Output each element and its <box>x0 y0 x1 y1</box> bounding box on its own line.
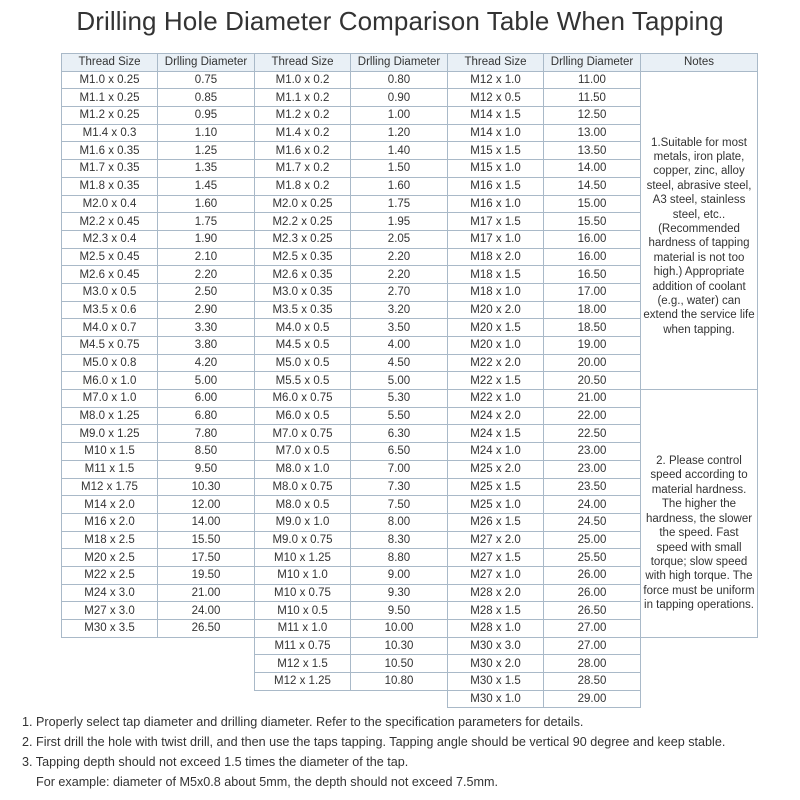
drilling-diameter-cell: 28.00 <box>544 655 641 673</box>
drilling-diameter-cell: 9.00 <box>351 566 448 584</box>
drilling-diameter-cell: 8.00 <box>351 513 448 531</box>
thread-size-cell: M18 x 2.0 <box>448 248 544 266</box>
header-drilling-diameter-1: Drlling Diameter <box>158 54 255 72</box>
drilling-diameter-cell: 7.30 <box>351 478 448 496</box>
thread-size-cell: M4.0 x 0.7 <box>62 319 158 337</box>
thread-size-cell: M6.0 x 1.0 <box>62 372 158 390</box>
thread-size-cell: M17 x 1.5 <box>448 213 544 231</box>
thread-size-cell: M20 x 2.5 <box>62 549 158 567</box>
thread-size-cell: M1.6 x 0.35 <box>62 142 158 160</box>
thread-size-cell: M3.5 x 0.35 <box>255 301 351 319</box>
empty-cell <box>158 673 255 691</box>
drilling-diameter-cell: 13.00 <box>544 124 641 142</box>
thread-size-cell: M30 x 3.5 <box>62 620 158 638</box>
drilling-diameter-cell: 15.00 <box>544 195 641 213</box>
thread-size-cell: M1.1 x 0.2 <box>255 89 351 107</box>
thread-size-cell: M12 x 1.0 <box>448 71 544 89</box>
thread-size-cell: M4.5 x 0.5 <box>255 337 351 355</box>
footer-line-4: For example: diameter of M5x0.8 about 5mm, the depth should not exceed 7.5mm. <box>36 775 499 789</box>
thread-size-cell: M15 x 1.0 <box>448 160 544 178</box>
empty-cell <box>62 655 158 673</box>
thread-size-cell: M30 x 3.0 <box>448 637 544 655</box>
drilling-diameter-cell: 1.75 <box>158 213 255 231</box>
drilling-diameter-cell: 1.60 <box>158 195 255 213</box>
thread-size-cell: M18 x 1.5 <box>448 266 544 284</box>
thread-size-cell: M1.0 x 0.25 <box>62 71 158 89</box>
thread-size-cell: M7.0 x 0.75 <box>255 425 351 443</box>
drilling-diameter-cell: 23.00 <box>544 443 641 461</box>
thread-size-cell: M25 x 1.0 <box>448 496 544 514</box>
thread-size-cell: M22 x 1.5 <box>448 372 544 390</box>
drilling-diameter-cell: 10.80 <box>351 673 448 691</box>
comparison-table <box>61 53 758 708</box>
thread-size-cell: M7.0 x 1.0 <box>62 390 158 408</box>
drilling-diameter-cell: 27.00 <box>544 620 641 638</box>
drilling-diameter-cell: 19.50 <box>158 566 255 584</box>
thread-size-cell: M18 x 1.0 <box>448 283 544 301</box>
drilling-diameter-cell: 2.10 <box>158 248 255 266</box>
drilling-diameter-cell: 2.20 <box>351 248 448 266</box>
thread-size-cell: M12 x 0.5 <box>448 89 544 107</box>
table-row <box>62 673 758 691</box>
thread-size-cell: M1.4 x 0.3 <box>62 124 158 142</box>
footer-line-3: 3. Tapping depth should not exceed 1.5 times the diameter of the tap. <box>22 755 409 769</box>
thread-size-cell: M2.3 x 0.4 <box>62 230 158 248</box>
drilling-diameter-cell: 4.20 <box>158 354 255 372</box>
drilling-diameter-cell: 2.20 <box>351 266 448 284</box>
drilling-diameter-cell: 10.30 <box>158 478 255 496</box>
table-row <box>62 637 758 655</box>
drilling-diameter-cell: 2.70 <box>351 283 448 301</box>
empty-cell <box>351 690 448 708</box>
drilling-diameter-cell: 3.50 <box>351 319 448 337</box>
drilling-diameter-cell: 1.35 <box>158 160 255 178</box>
thread-size-cell: M2.2 x 0.45 <box>62 213 158 231</box>
thread-size-cell: M7.0 x 0.5 <box>255 443 351 461</box>
thread-size-cell: M1.2 x 0.25 <box>62 107 158 125</box>
drilling-diameter-cell: 10.30 <box>351 637 448 655</box>
thread-size-cell: M2.5 x 0.45 <box>62 248 158 266</box>
drilling-diameter-cell: 6.50 <box>351 443 448 461</box>
drilling-diameter-cell: 18.00 <box>544 301 641 319</box>
thread-size-cell: M2.0 x 0.4 <box>62 195 158 213</box>
empty-cell <box>62 673 158 691</box>
drilling-diameter-cell: 1.90 <box>158 230 255 248</box>
thread-size-cell: M9.0 x 1.0 <box>255 513 351 531</box>
drilling-diameter-cell: 22.00 <box>544 407 641 425</box>
drilling-diameter-cell: 7.50 <box>351 496 448 514</box>
drilling-diameter-cell: 5.00 <box>158 372 255 390</box>
thread-size-cell: M16 x 2.0 <box>62 513 158 531</box>
thread-size-cell: M2.6 x 0.35 <box>255 266 351 284</box>
thread-size-cell: M4.0 x 0.5 <box>255 319 351 337</box>
thread-size-cell: M2.6 x 0.45 <box>62 266 158 284</box>
empty-cell <box>62 690 158 708</box>
drilling-diameter-cell: 1.60 <box>351 177 448 195</box>
thread-size-cell: M2.5 x 0.35 <box>255 248 351 266</box>
drilling-diameter-cell: 0.85 <box>158 89 255 107</box>
drilling-diameter-cell: 4.50 <box>351 354 448 372</box>
thread-size-cell: M27 x 1.0 <box>448 566 544 584</box>
thread-size-cell: M11 x 1.0 <box>255 620 351 638</box>
thread-size-cell: M20 x 1.5 <box>448 319 544 337</box>
drilling-diameter-cell: 7.00 <box>351 460 448 478</box>
thread-size-cell: M1.6 x 0.2 <box>255 142 351 160</box>
drilling-diameter-cell: 21.00 <box>158 584 255 602</box>
drilling-diameter-cell: 17.50 <box>158 549 255 567</box>
thread-size-cell: M10 x 1.25 <box>255 549 351 567</box>
thread-size-cell: M8.0 x 1.25 <box>62 407 158 425</box>
thread-size-cell: M16 x 1.0 <box>448 195 544 213</box>
thread-size-cell: M12 x 1.5 <box>255 655 351 673</box>
header-thread-size-1: Thread Size <box>62 54 158 72</box>
drilling-diameter-cell: 3.20 <box>351 301 448 319</box>
thread-size-cell: M9.0 x 1.25 <box>62 425 158 443</box>
notes-cell-2: 2. Please control speed according to material hardness. The higher the hardness, the slower the speed. Fast speed with small torque; slow speed with high torque. The force must be uniform in tapping operations. <box>641 390 758 638</box>
thread-size-cell: M8.0 x 0.75 <box>255 478 351 496</box>
thread-size-cell: M16 x 1.5 <box>448 177 544 195</box>
drilling-diameter-cell: 8.50 <box>158 443 255 461</box>
drilling-diameter-cell: 12.00 <box>158 496 255 514</box>
thread-size-cell: M14 x 1.5 <box>448 107 544 125</box>
thread-size-cell: M6.0 x 0.5 <box>255 407 351 425</box>
thread-size-cell: M30 x 1.0 <box>448 690 544 708</box>
thread-size-cell: M20 x 1.0 <box>448 337 544 355</box>
thread-size-cell: M30 x 2.0 <box>448 655 544 673</box>
thread-size-cell: M8.0 x 0.5 <box>255 496 351 514</box>
table-row <box>62 655 758 673</box>
drilling-diameter-cell: 2.05 <box>351 230 448 248</box>
drilling-diameter-cell: 26.00 <box>544 584 641 602</box>
drilling-diameter-cell: 2.50 <box>158 283 255 301</box>
thread-size-cell: M2.0 x 0.25 <box>255 195 351 213</box>
drilling-diameter-cell: 0.75 <box>158 71 255 89</box>
drilling-diameter-cell: 2.90 <box>158 301 255 319</box>
empty-cell <box>158 637 255 655</box>
thread-size-cell: M5.5 x 0.5 <box>255 372 351 390</box>
drilling-diameter-cell: 2.20 <box>158 266 255 284</box>
thread-size-cell: M1.4 x 0.2 <box>255 124 351 142</box>
thread-size-cell: M22 x 2.0 <box>448 354 544 372</box>
drilling-diameter-cell: 14.00 <box>158 513 255 531</box>
thread-size-cell: M10 x 1.5 <box>62 443 158 461</box>
notes-cell-1: 1.Suitable for most metals, iron plate, copper, zinc, alloy steel, abrasive steel, A3 steel, stainless steel, etc..(Recommended hardness of tapping material is not too high.) Appropriate addition of coolant (e.g., water) can extend the service life when tapping. <box>641 71 758 389</box>
thread-size-cell: M2.3 x 0.25 <box>255 230 351 248</box>
drilling-diameter-cell: 24.00 <box>158 602 255 620</box>
table-row <box>62 390 758 408</box>
drilling-diameter-cell: 24.50 <box>544 513 641 531</box>
thread-size-cell: M24 x 1.5 <box>448 425 544 443</box>
drilling-diameter-cell: 15.50 <box>544 213 641 231</box>
thread-size-cell: M1.1 x 0.25 <box>62 89 158 107</box>
drilling-diameter-cell: 7.80 <box>158 425 255 443</box>
thread-size-cell: M28 x 1.0 <box>448 620 544 638</box>
drilling-diameter-cell: 16.00 <box>544 230 641 248</box>
thread-size-cell: M25 x 1.5 <box>448 478 544 496</box>
drilling-diameter-cell: 27.00 <box>544 637 641 655</box>
thread-size-cell: M5.0 x 0.8 <box>62 354 158 372</box>
drilling-diameter-cell: 16.00 <box>544 248 641 266</box>
drilling-diameter-cell: 1.75 <box>351 195 448 213</box>
drilling-diameter-cell: 25.50 <box>544 549 641 567</box>
thread-size-cell: M24 x 2.0 <box>448 407 544 425</box>
thread-size-cell: M17 x 1.0 <box>448 230 544 248</box>
drilling-diameter-cell: 5.30 <box>351 390 448 408</box>
drilling-diameter-cell: 1.20 <box>351 124 448 142</box>
drilling-diameter-cell: 13.50 <box>544 142 641 160</box>
drilling-diameter-cell: 20.00 <box>544 354 641 372</box>
thread-size-cell: M1.7 x 0.35 <box>62 160 158 178</box>
drilling-diameter-cell: 25.00 <box>544 531 641 549</box>
drilling-diameter-cell: 18.50 <box>544 319 641 337</box>
table-row <box>62 690 758 708</box>
thread-size-cell: M20 x 2.0 <box>448 301 544 319</box>
drilling-diameter-cell: 0.95 <box>158 107 255 125</box>
drilling-diameter-cell: 11.50 <box>544 89 641 107</box>
header-notes: Notes <box>641 54 758 72</box>
thread-size-cell: M30 x 1.5 <box>448 673 544 691</box>
thread-size-cell: M2.2 x 0.25 <box>255 213 351 231</box>
drilling-diameter-cell: 8.30 <box>351 531 448 549</box>
drilling-diameter-cell: 1.40 <box>351 142 448 160</box>
drilling-diameter-cell: 3.80 <box>158 337 255 355</box>
thread-size-cell: M1.2 x 0.2 <box>255 107 351 125</box>
drilling-diameter-cell: 22.50 <box>544 425 641 443</box>
drilling-diameter-cell: 21.00 <box>544 390 641 408</box>
drilling-diameter-cell: 28.50 <box>544 673 641 691</box>
footer-line-1: 1. Properly select tap diameter and drilling diameter. Refer to the specification parameters for details. <box>22 715 584 729</box>
thread-size-cell: M26 x 1.5 <box>448 513 544 531</box>
thread-size-cell: M24 x 3.0 <box>62 584 158 602</box>
thread-size-cell: M10 x 1.0 <box>255 566 351 584</box>
table-header-row <box>62 54 758 72</box>
drilling-diameter-cell: 16.50 <box>544 266 641 284</box>
thread-size-cell: M27 x 1.5 <box>448 549 544 567</box>
thread-size-cell: M8.0 x 1.0 <box>255 460 351 478</box>
thread-size-cell: M11 x 0.75 <box>255 637 351 655</box>
footer-line-2: 2. First drill the hole with twist drill, and then use the taps tapping. Tapping angle should be vertical 90 degree and keep stable. <box>22 735 726 749</box>
thread-size-cell: M24 x 1.0 <box>448 443 544 461</box>
thread-size-cell: M22 x 2.5 <box>62 566 158 584</box>
drilling-diameter-cell: 9.30 <box>351 584 448 602</box>
thread-size-cell: M22 x 1.0 <box>448 390 544 408</box>
drilling-diameter-cell: 9.50 <box>158 460 255 478</box>
drilling-diameter-cell: 15.50 <box>158 531 255 549</box>
thread-size-cell: M27 x 2.0 <box>448 531 544 549</box>
drilling-diameter-cell: 6.30 <box>351 425 448 443</box>
drilling-diameter-cell: 9.50 <box>351 602 448 620</box>
thread-size-cell: M1.7 x 0.2 <box>255 160 351 178</box>
thread-size-cell: M1.8 x 0.2 <box>255 177 351 195</box>
thread-size-cell: M10 x 0.75 <box>255 584 351 602</box>
drilling-diameter-cell: 0.90 <box>351 89 448 107</box>
drilling-diameter-cell: 1.00 <box>351 107 448 125</box>
thread-size-cell: M3.5 x 0.6 <box>62 301 158 319</box>
thread-size-cell: M10 x 0.5 <box>255 602 351 620</box>
header-drilling-diameter-2: Drlling Diameter <box>351 54 448 72</box>
drilling-diameter-cell: 14.00 <box>544 160 641 178</box>
drilling-diameter-cell: 4.00 <box>351 337 448 355</box>
drilling-diameter-cell: 19.00 <box>544 337 641 355</box>
thread-size-cell: M1.0 x 0.2 <box>255 71 351 89</box>
drilling-diameter-cell: 17.00 <box>544 283 641 301</box>
page-title: Drilling Hole Diameter Comparison Table When Tapping <box>76 6 724 36</box>
drilling-diameter-cell: 10.50 <box>351 655 448 673</box>
drilling-diameter-cell: 26.50 <box>544 602 641 620</box>
drilling-diameter-cell: 12.50 <box>544 107 641 125</box>
empty-cell <box>255 690 351 708</box>
drilling-diameter-cell: 10.00 <box>351 620 448 638</box>
drilling-diameter-cell: 26.50 <box>158 620 255 638</box>
drilling-diameter-cell: 8.80 <box>351 549 448 567</box>
drilling-diameter-cell: 1.10 <box>158 124 255 142</box>
drilling-diameter-cell: 1.50 <box>351 160 448 178</box>
thread-size-cell: M4.5 x 0.75 <box>62 337 158 355</box>
thread-size-cell: M27 x 3.0 <box>62 602 158 620</box>
header-thread-size-3: Thread Size <box>448 54 544 72</box>
drilling-diameter-cell: 26.00 <box>544 566 641 584</box>
thread-size-cell: M12 x 1.75 <box>62 478 158 496</box>
empty-cell <box>62 637 158 655</box>
header-drilling-diameter-3: Drlling Diameter <box>544 54 641 72</box>
drilling-diameter-cell: 3.30 <box>158 319 255 337</box>
drilling-diameter-cell: 0.80 <box>351 71 448 89</box>
drilling-diameter-cell: 1.95 <box>351 213 448 231</box>
drilling-diameter-cell: 11.00 <box>544 71 641 89</box>
drilling-diameter-cell: 29.00 <box>544 690 641 708</box>
drilling-diameter-cell: 6.00 <box>158 390 255 408</box>
thread-size-cell: M3.0 x 0.35 <box>255 283 351 301</box>
drilling-diameter-cell: 6.80 <box>158 407 255 425</box>
thread-size-cell: M28 x 2.0 <box>448 584 544 602</box>
drilling-diameter-cell: 1.25 <box>158 142 255 160</box>
footer-instructions <box>22 712 725 792</box>
thread-size-cell: M18 x 2.5 <box>62 531 158 549</box>
thread-size-cell: M11 x 1.5 <box>62 460 158 478</box>
thread-size-cell: M14 x 1.0 <box>448 124 544 142</box>
table-row <box>62 71 758 89</box>
thread-size-cell: M12 x 1.25 <box>255 673 351 691</box>
empty-cell <box>158 655 255 673</box>
drilling-diameter-cell: 5.50 <box>351 407 448 425</box>
thread-size-cell: M3.0 x 0.5 <box>62 283 158 301</box>
drilling-diameter-cell: 23.50 <box>544 478 641 496</box>
drilling-diameter-cell: 1.45 <box>158 177 255 195</box>
thread-size-cell: M15 x 1.5 <box>448 142 544 160</box>
thread-size-cell: M28 x 1.5 <box>448 602 544 620</box>
thread-size-cell: M14 x 2.0 <box>62 496 158 514</box>
drilling-diameter-cell: 14.50 <box>544 177 641 195</box>
drilling-diameter-cell: 24.00 <box>544 496 641 514</box>
thread-size-cell: M5.0 x 0.5 <box>255 354 351 372</box>
drilling-diameter-cell: 23.00 <box>544 460 641 478</box>
drilling-diameter-cell: 5.00 <box>351 372 448 390</box>
header-thread-size-2: Thread Size <box>255 54 351 72</box>
empty-cell <box>158 690 255 708</box>
thread-size-cell: M1.8 x 0.35 <box>62 177 158 195</box>
thread-size-cell: M25 x 2.0 <box>448 460 544 478</box>
drilling-diameter-cell: 20.50 <box>544 372 641 390</box>
thread-size-cell: M6.0 x 0.75 <box>255 390 351 408</box>
thread-size-cell: M9.0 x 0.75 <box>255 531 351 549</box>
